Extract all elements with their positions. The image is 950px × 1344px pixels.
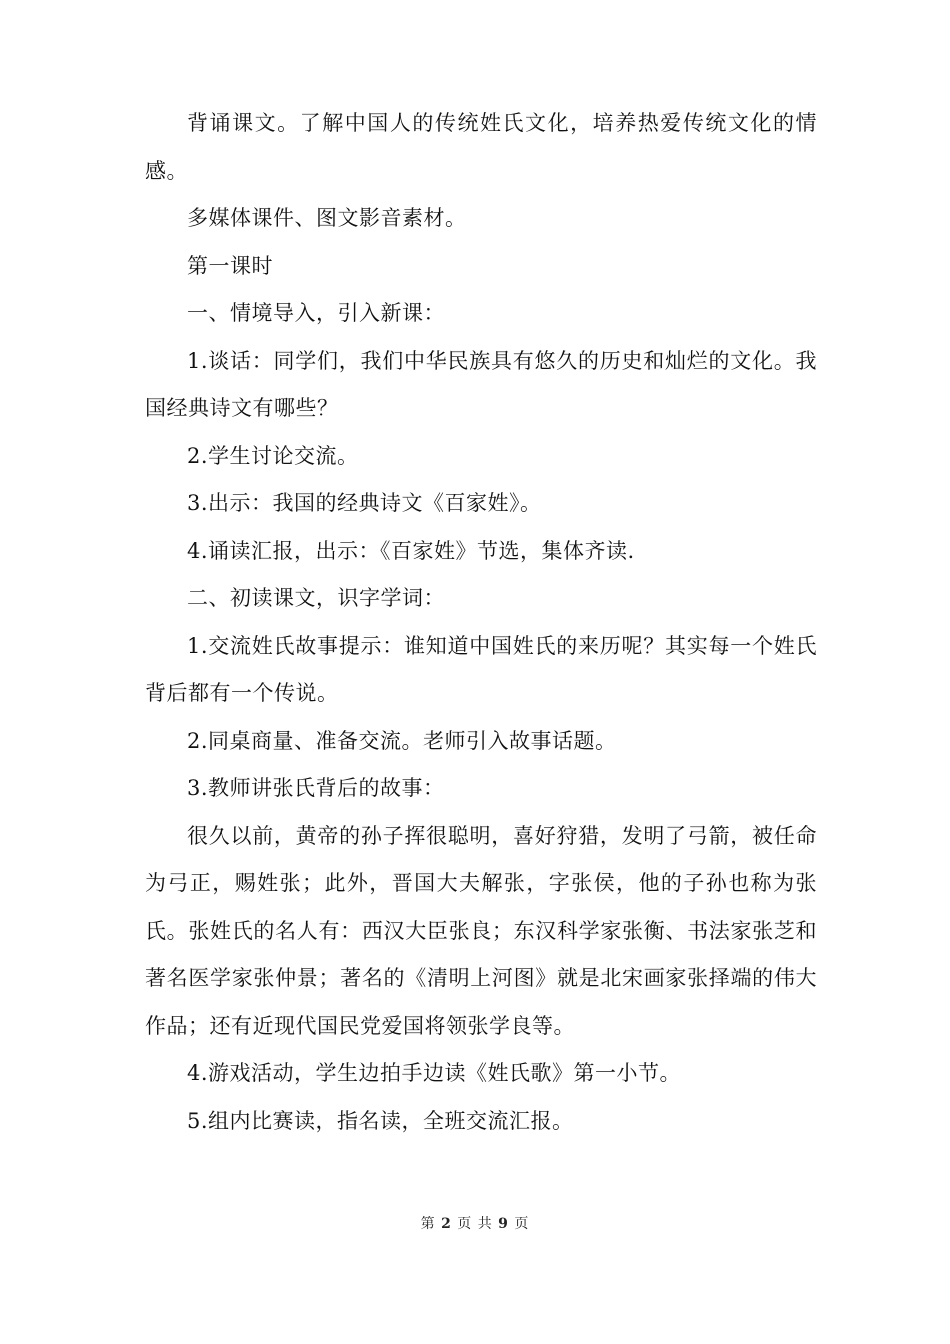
document-body (145, 100, 817, 1145)
footer-prefix: 第 (420, 1216, 436, 1232)
paragraph-materials: 多媒体课件、图文影音素材。 (187, 206, 467, 230)
paragraph-item: 5.组内比赛读，指名读，全班交流汇报。 (187, 1108, 574, 1133)
page-footer (0, 1213, 950, 1233)
paragraph-item: 1.谈话：同学们，我们中华民族具有悠久的历史和灿烂的文化。我国经典诗文有哪些？ (145, 348, 817, 420)
paragraph-objective: 背诵课文。了解中国人的传统姓氏文化，培养热爱传统文化的情感。 (145, 111, 817, 183)
current-page-number: 2 (441, 1216, 452, 1232)
paragraph-lesson-title: 第一课时 (187, 253, 273, 278)
section-heading-reading: 二、初读课文，识字学词： (187, 586, 445, 610)
paragraph-item: 4.游戏活动，学生边拍手边读《姓氏歌》第一小节。 (187, 1061, 682, 1085)
footer-suffix: 页 (514, 1216, 530, 1232)
section-heading-intro: 一、情境导入，引入新课： (187, 301, 445, 325)
paragraph-item: 2.学生讨论交流。 (187, 443, 359, 468)
paragraph-item: 2.同桌商量、准备交流。老师引入故事话题。 (187, 728, 617, 753)
paragraph-item: 3.教师讲张氏背后的故事： (187, 776, 445, 800)
total-page-count: 9 (498, 1216, 509, 1232)
paragraph-item: 4.诵读汇报，出示：《百家姓》节选，集体齐读. (187, 538, 635, 563)
footer-middle: 页 共 (457, 1216, 493, 1232)
paragraph-item: 1.交流姓氏故事提示：谁知道中国姓氏的来历呢？其实每一个姓氏背后都有一个传说。 (145, 633, 817, 705)
paragraph-item: 3.出示：我国的经典诗文《百家姓》。 (187, 491, 542, 515)
paragraph-story: 很久以前，黄帝的孙子挥很聪明，喜好狩猎，发明了弓箭，被任命为弓正，赐姓张；此外，晋国大夫解张，字张侯，他的子孙也称为张氏。张姓氏的名人有：西汉大臣张良；东汉科学家张衡、书法家张芝和著名医学家张仲景；著名的《清明上河图》就是北宋画家张择端的伟大作品；还有近现代国民党爱国将领张学良等。 (145, 823, 817, 1038)
